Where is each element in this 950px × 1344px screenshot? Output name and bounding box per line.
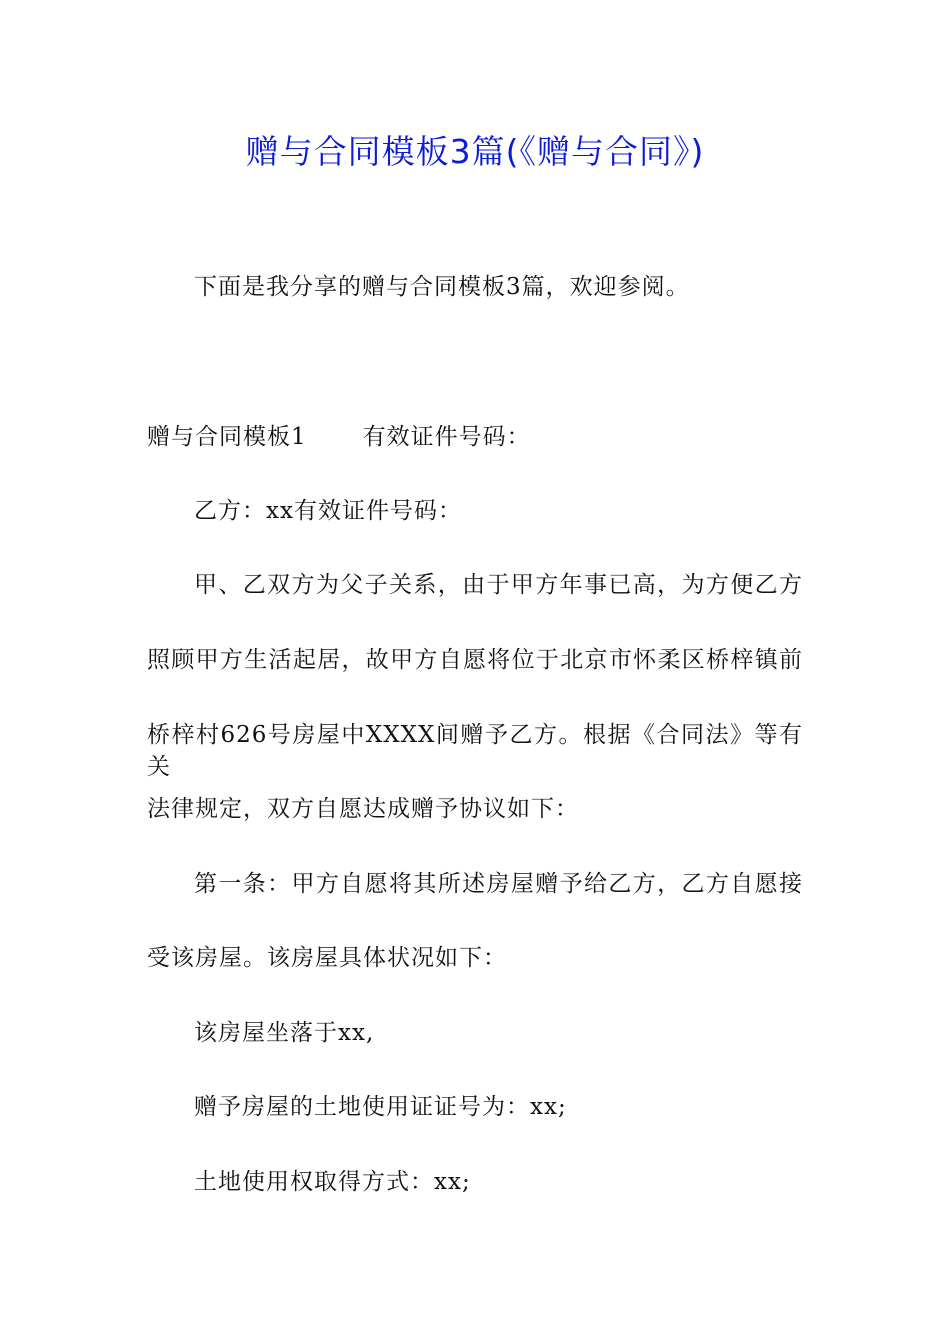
article1-line-2: 受该房屋。该房屋具体状况如下：	[147, 945, 507, 971]
party-a-id-label: 有效证件号码：	[362, 424, 531, 450]
paragraph1-line-4: 法律规定，双方自愿达成赠予协议如下：	[147, 796, 579, 822]
article1-line-1: 第一条：甲方自愿将其所述房屋赠予给乙方，乙方自愿接	[194, 871, 803, 897]
land-acquisition-method: 土地使用权取得方式：xx;	[194, 1169, 471, 1195]
paragraph1-line-2: 照顾甲方生活起居，故甲方自愿将位于北京市怀柔区桥梓镇前	[147, 647, 803, 673]
house-location: 该房屋坐落于xx,	[194, 1020, 375, 1046]
document-title: 赠与合同模板3篇(《赠与合同》)	[245, 132, 705, 171]
paragraph1-line-3: 桥梓村626号房屋中XXXX间赠予乙方。根据《合同法》等有关	[147, 722, 803, 780]
section-heading: 赠与合同模板1	[147, 424, 307, 450]
paragraph1-line-1: 甲、乙双方为父子关系，由于甲方年事已高，为方便乙方	[194, 572, 803, 598]
section-heading-row	[147, 421, 531, 453]
intro-paragraph: 下面是我分享的赠与合同模板3篇，欢迎参阅。	[194, 274, 690, 300]
land-cert-number: 赠予房屋的土地使用证证号为：xx;	[194, 1094, 567, 1120]
party-b-line: 乙方：xx有效证件号码：	[194, 498, 462, 524]
